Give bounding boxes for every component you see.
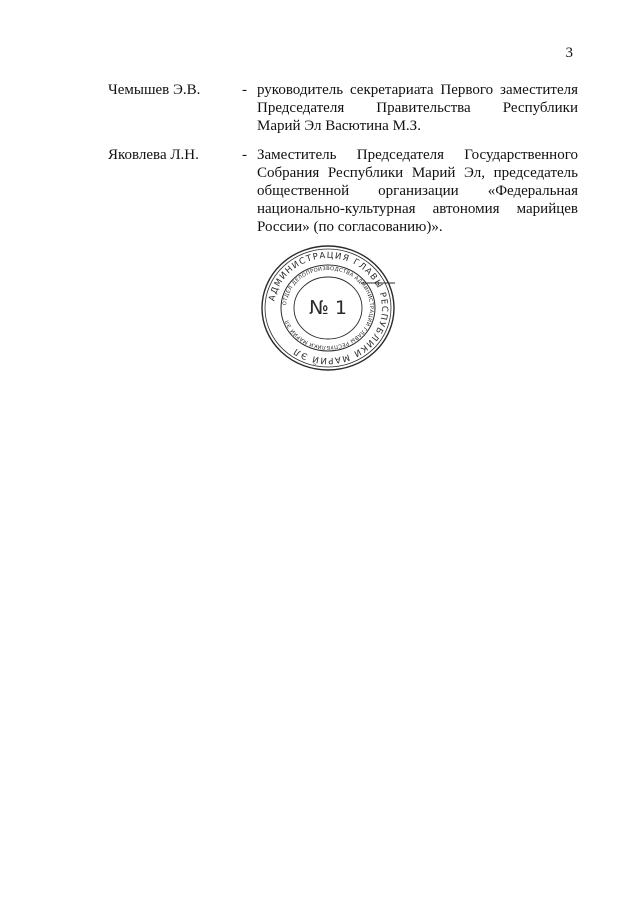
role-line: руководитель секретариата Первого заместителя <box>257 82 578 98</box>
person-role <box>257 146 578 236</box>
seal-center-text: № 1 <box>309 297 347 319</box>
person-role <box>257 81 578 135</box>
official-seal <box>259 243 397 373</box>
role-line: России» (по согласованию)». <box>257 219 443 235</box>
role-line: Заместитель Председателя Государственного <box>257 147 578 163</box>
dash-separator: - <box>242 147 247 163</box>
list-item <box>108 81 578 141</box>
role-line: Председателя Правительства Республики <box>257 100 578 116</box>
seal-inner-text: ОТДЕЛ ДЕЛОПРОИЗВОДСТВА АДМИНИСТРАЦИИ ГЛАВЫ РЕСПУБЛИКИ МАРИЙ ЭЛ <box>282 265 375 351</box>
dash-separator: - <box>242 82 247 98</box>
role-line: Марий Эл Васютина М.З. <box>257 118 421 134</box>
seal-stamp-icon <box>259 243 397 373</box>
role-line: общественной организации «Федеральная <box>257 183 578 199</box>
person-name: Чемышев Э.В. <box>108 82 201 98</box>
seal-outer-text: АДМИНИСТРАЦИЯ ГЛАВЫ РЕСПУБЛИКИ МАРИЙ ЭЛ <box>267 250 390 366</box>
role-line: национально-культурная автономия марийцев <box>257 201 578 217</box>
list-item <box>108 146 578 235</box>
page-number: 3 <box>565 45 573 61</box>
role-line: Собрания Республики Марий Эл, председатель <box>257 165 578 181</box>
person-name: Яковлева Л.Н. <box>108 147 199 163</box>
